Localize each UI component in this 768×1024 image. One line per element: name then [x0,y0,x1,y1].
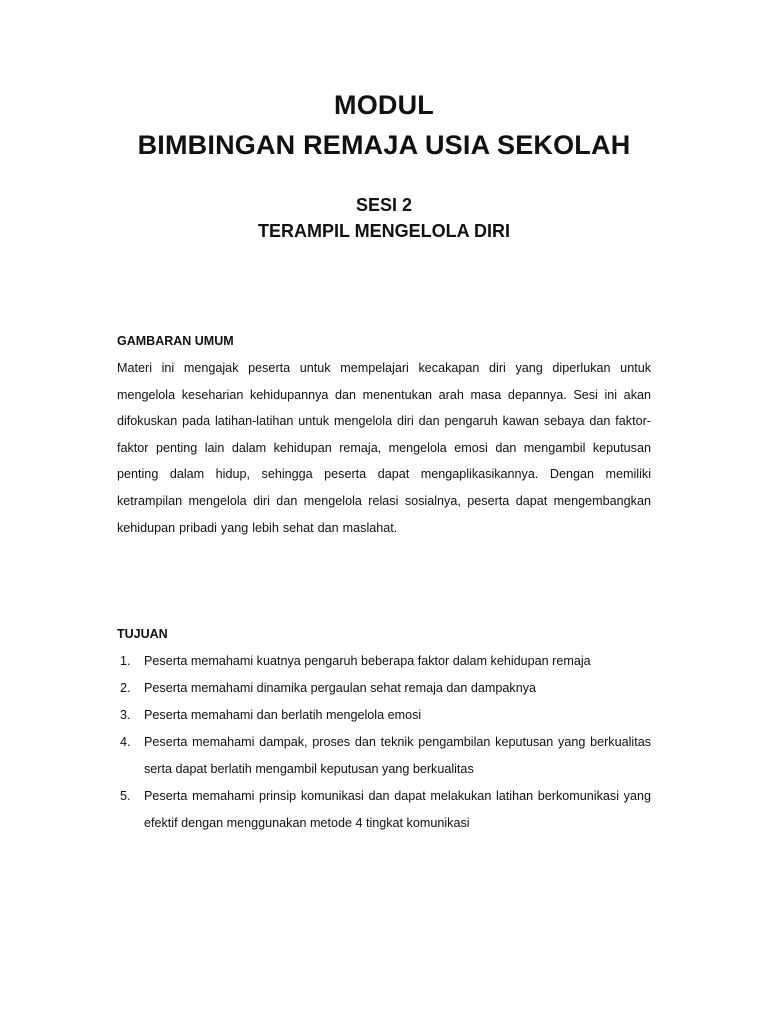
module-title: MODUL [334,90,434,120]
objective-item [117,783,651,837]
objective-item [117,648,651,675]
objective-text: Peserta memahami dampak, proses dan teknik pengambilan keputusan yang berkualitas serta dapat berlatih mengambil keputusan yang berkualitas [144,735,651,776]
module-subtitle: BIMBINGAN REMAJA USIA SEKOLAH [137,130,631,160]
objective-number: 3. [120,708,131,722]
session-label: SESI 2 [355,195,413,215]
objective-item [117,702,651,729]
overview-heading: GAMBARAN UMUM [117,334,234,348]
objective-text: Peserta memahami dinamika pergaulan sehat remaja dan dampaknya [144,681,537,695]
objective-number: 5. [120,789,131,803]
objective-number: 4. [120,735,131,749]
session-title: TERAMPIL MENGELOLA DIRI [258,221,510,241]
overview-paragraph: Materi ini mengajak peserta untuk mempelajari kecakapan diri yang diperlukan untuk mengelola keseharian kehidupannya dan menentukan arah masa depannya. Sesi ini akan difokuskan pada latihan-latihan untuk mengelola diri dan pengaruh kawan sebaya dan faktor-faktor penting lain dalam kehidupan remaja, mengelola emosi dan mengambil keputusan penting dalam hidup, sehingga peserta dapat mengaplikasikannya. Dengan memiliki ketrampilan mengelola diri dan mengelola relasi sosialnya, peserta dapat mengembangkan kehidupan pribadi yang lebih sehat dan maslahat. [117,361,651,535]
objective-item [117,675,651,702]
objective-number: 1. [120,654,131,668]
objective-text: Peserta memahami kuatnya pengaruh beberapa faktor dalam kehidupan remaja [144,654,591,668]
objective-text: Peserta memahami dan berlatih mengelola emosi [144,708,422,722]
objective-number: 2. [120,681,131,695]
objectives-list [117,648,651,837]
objectives-heading: TUJUAN [117,627,168,641]
objective-item [117,729,651,783]
objective-text: Peserta memahami prinsip komunikasi dan dapat melakukan latihan berkomunikasi yang efektif dengan menggunakan metode 4 tingkat komunikasi [144,789,651,830]
